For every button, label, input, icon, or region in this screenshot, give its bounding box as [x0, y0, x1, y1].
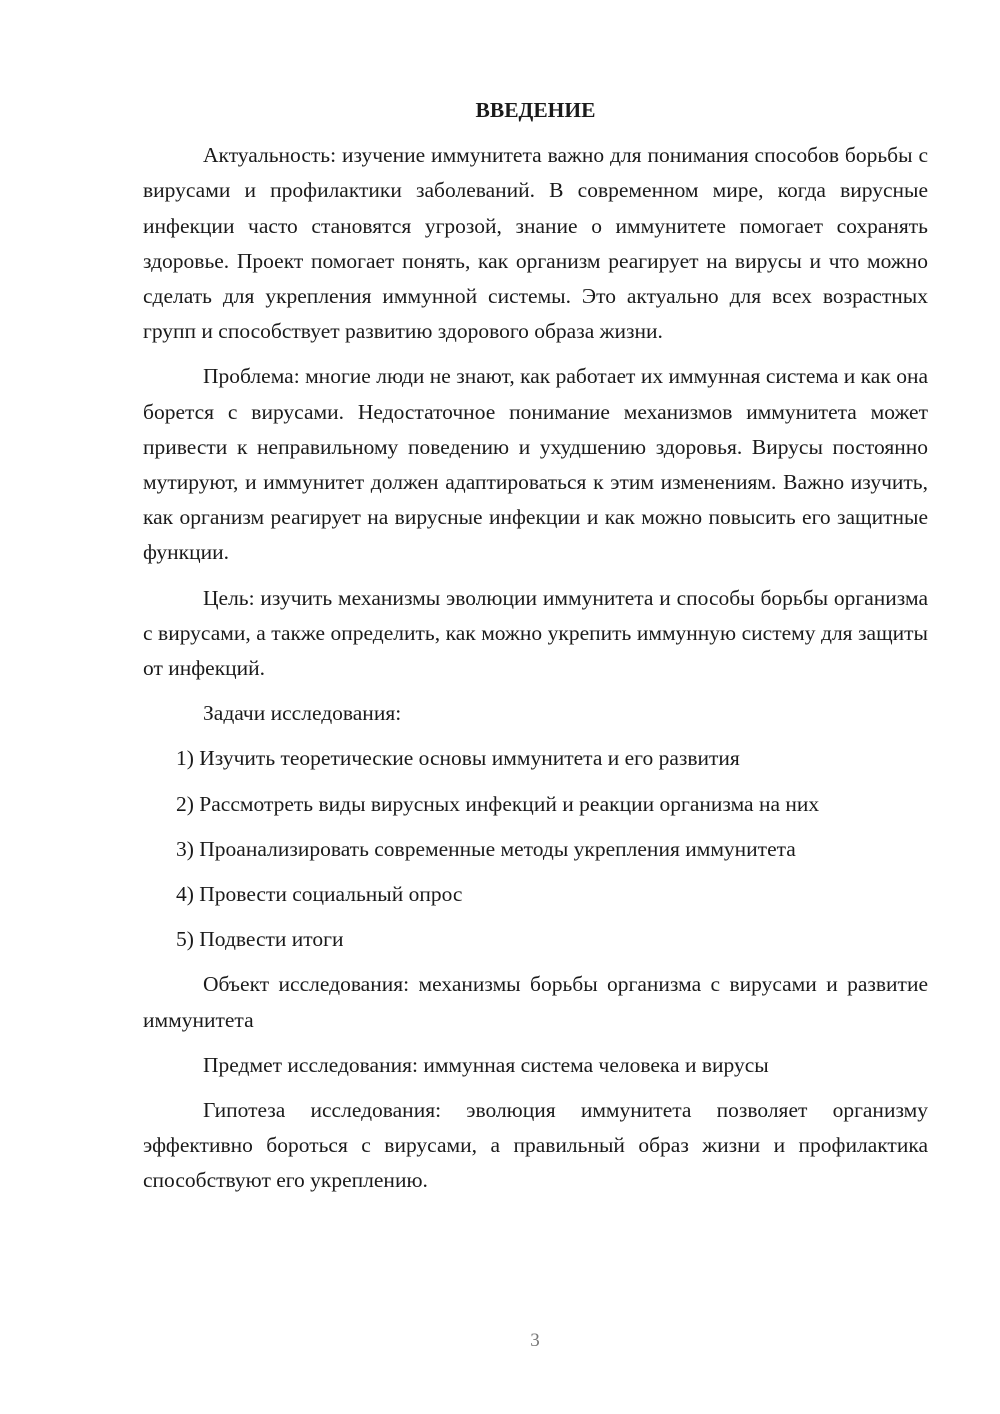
subject-paragraph: Предмет исследования: иммунная система человека и вирусы [203, 1052, 769, 1077]
task-item: 2) Рассмотреть виды вирусных инфекций и реакции организма на них [176, 791, 820, 816]
tasks-list [143, 741, 928, 957]
task-item: 1) Изучить теоретические основы иммунитета и его развития [176, 746, 740, 771]
object-paragraph: Объект исследования: механизмы борьбы организма с вирусами и развитие иммунитета [143, 972, 928, 1032]
tasks-title: Задачи исследования: [203, 701, 402, 726]
task-item: 4) Провести социальный опрос [176, 882, 463, 907]
task-item: 3) Проанализировать современные методы укрепления иммунитета [176, 836, 796, 861]
goal-paragraph: Цель: изучить механизмы эволюции иммунитета и способы борьбы организма с вирусами, а также определить, как можно укрепить иммунную систему для защиты от инфекций. [143, 585, 928, 681]
section-heading: ВВЕДЕНИЕ [475, 98, 596, 122]
page-content [143, 93, 928, 1209]
relevance-paragraph: Актуальность: изучение иммунитета важно для понимания способов борьбы с вирусами и профилактики заболеваний. В современном мире, когда вирусные инфекции часто становятся угрозой, знание о иммунитете помогает сохранять здоровье. Проект помогает понять, как организм реагирует на вирусы и что можно сделать для укрепления иммунной системы. Это актуально для всех возрастных групп и способствует развитию здорового образа жизни. [143, 143, 928, 344]
task-item: 5) Подвести итоги [176, 927, 344, 952]
page-number: 3 [530, 1330, 540, 1351]
hypothesis-paragraph: Гипотеза исследования: эволюция иммунитета позволяет организму эффективно бороться с вирусами, а правильный образ жизни и профилактика способствуют его укреплению. [143, 1098, 928, 1193]
problem-paragraph: Проблема: многие люди не знают, как работает их иммунная система и как она борется с вирусами. Недостаточное понимание механизмов иммунитета может привести к неправильному поведению и ухудшению здоровья. Вирусы постоянно мутируют, и иммунитет должен адаптироваться к этим изменениям. Важно изучить, как организм реагирует на вирусные инфекции и как можно повысить его защитные функции. [143, 364, 928, 565]
